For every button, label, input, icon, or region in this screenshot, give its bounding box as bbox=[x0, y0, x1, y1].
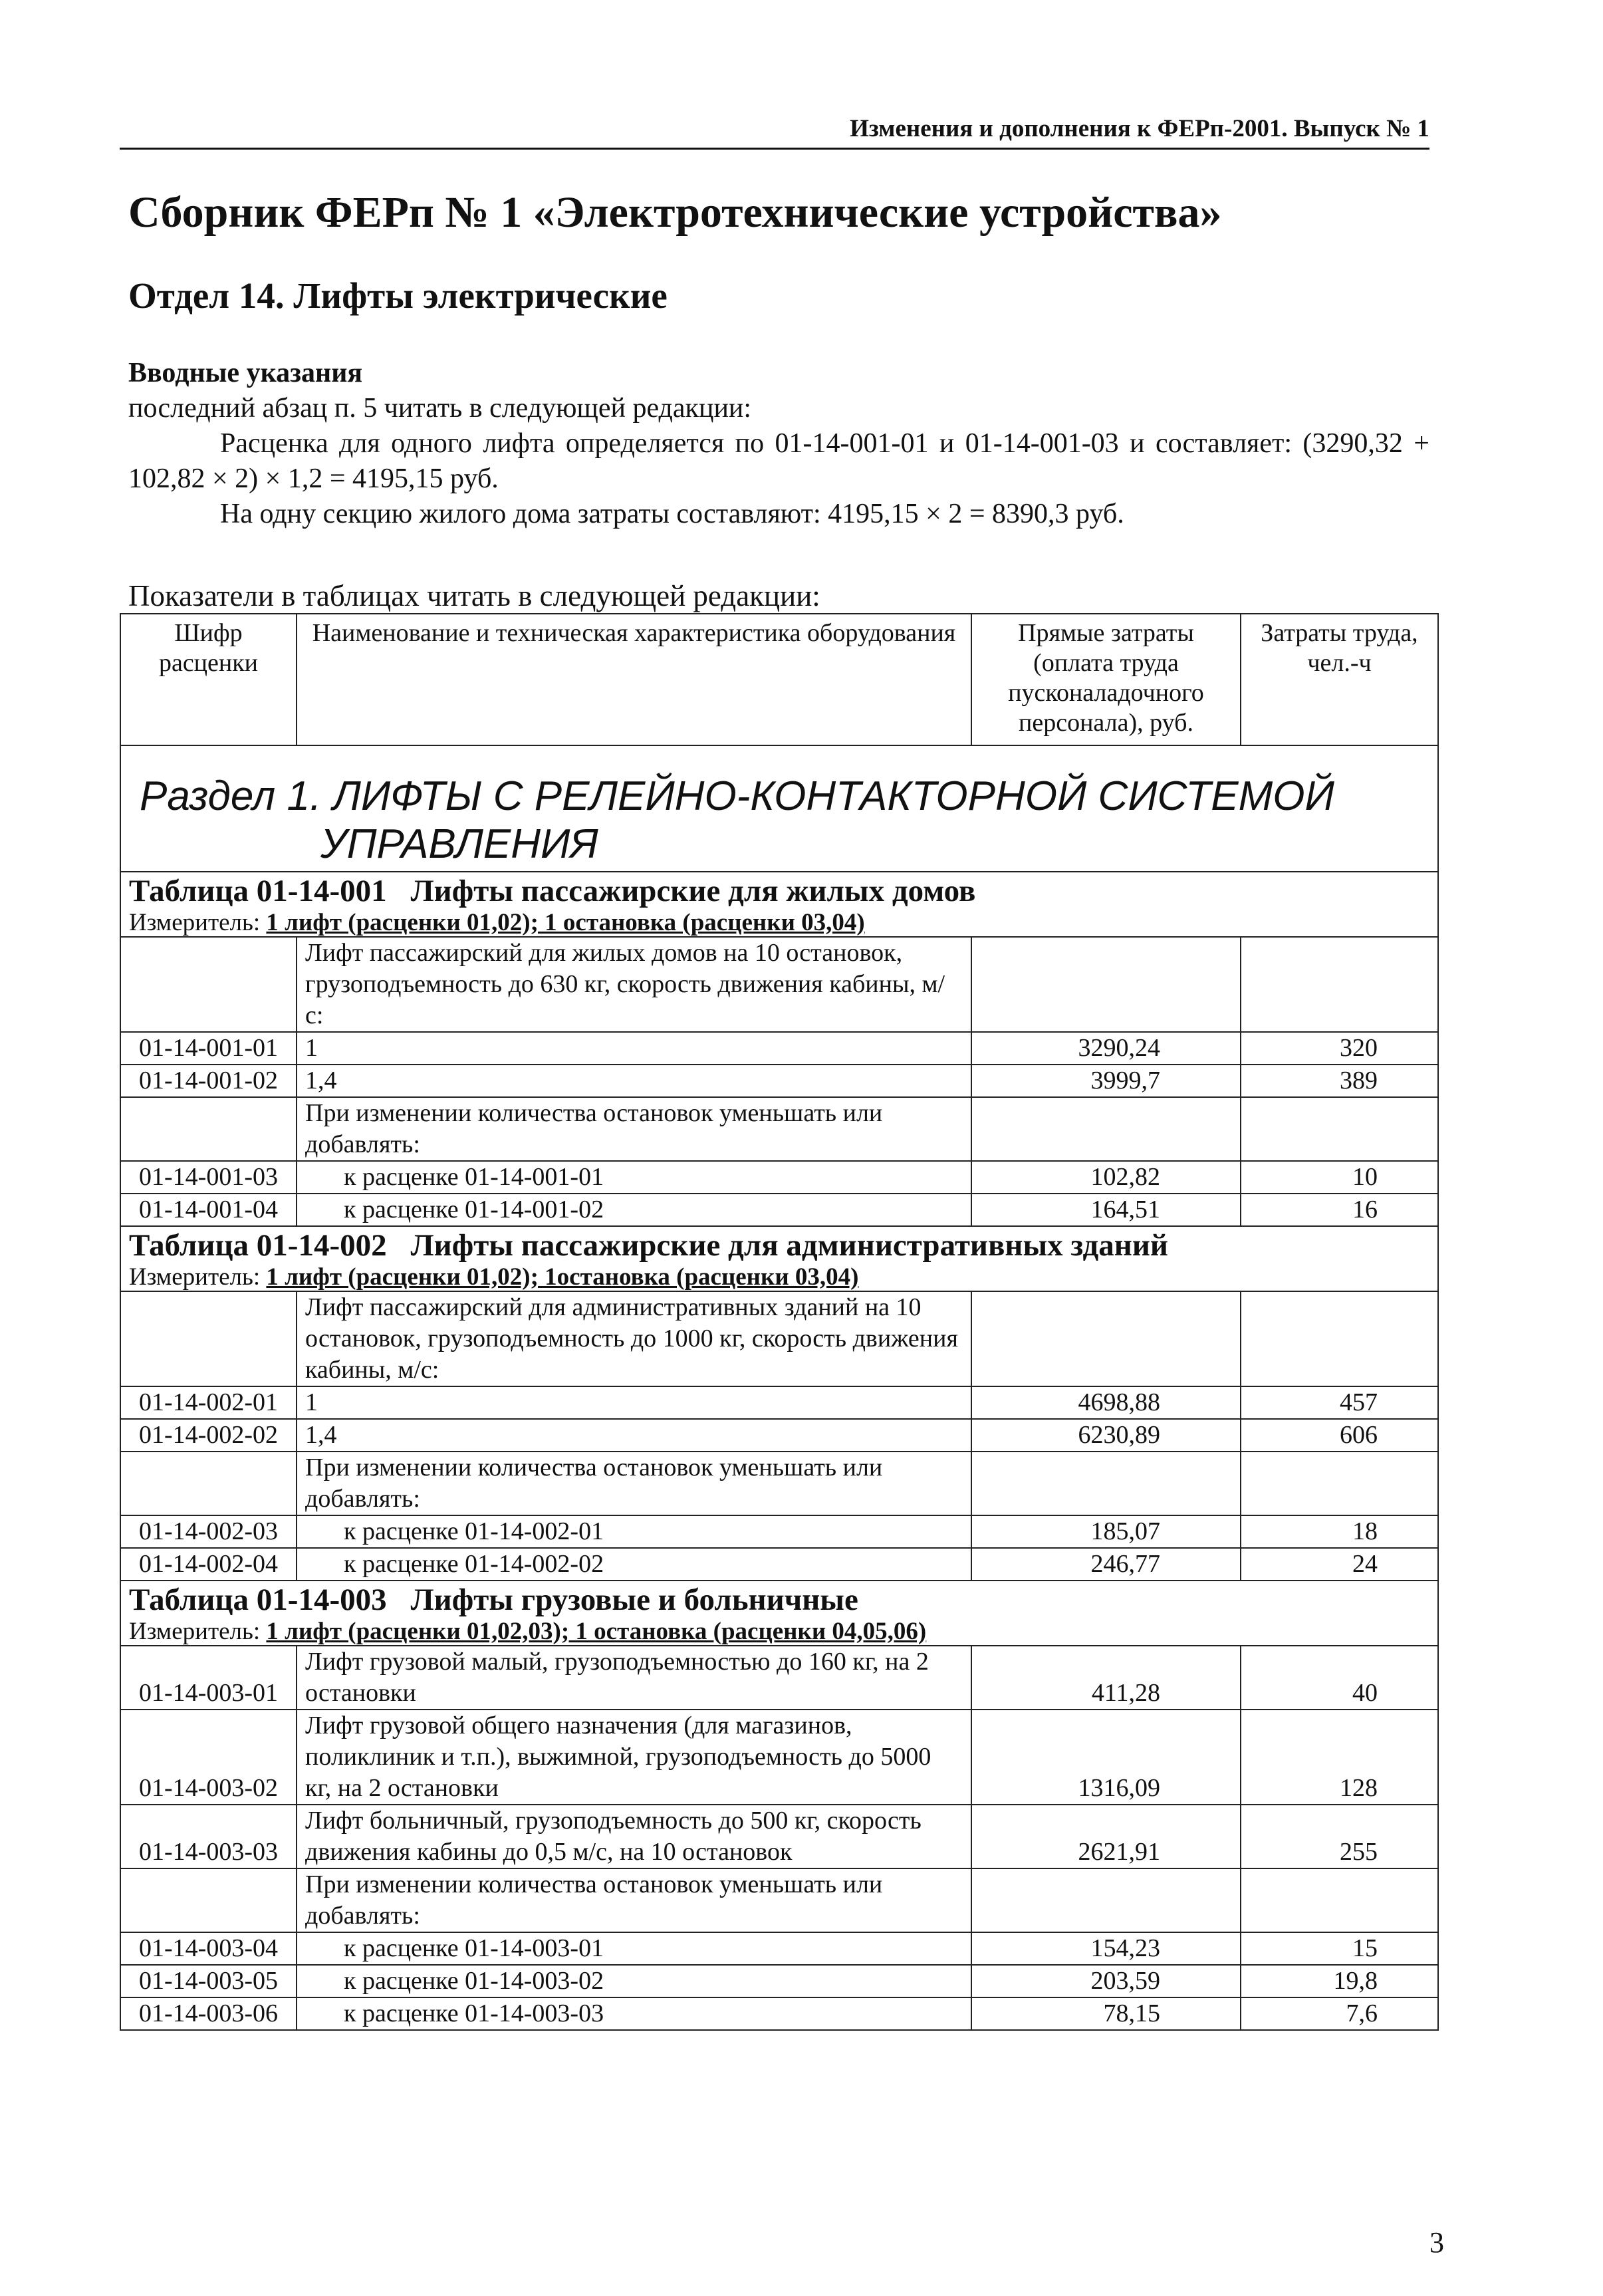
table-measure bbox=[129, 910, 1429, 936]
rate-labor: 7,6 bbox=[1241, 1997, 1438, 2030]
table-row bbox=[120, 1515, 1438, 1548]
rate-code: 01-14-002-04 bbox=[120, 1548, 297, 1581]
rate-labor: 40 bbox=[1241, 1646, 1438, 1710]
rate-code: 01-14-002-03 bbox=[120, 1515, 297, 1548]
table-caption: Показатели в таблицах читать в следующей редакции: bbox=[128, 579, 820, 612]
empty-cell bbox=[971, 937, 1241, 1032]
rate-labor: 18 bbox=[1241, 1515, 1438, 1548]
rate-name: к расценке 01-14-002-01 bbox=[297, 1515, 971, 1548]
column-header-code: Шифр расценки bbox=[120, 614, 297, 745]
table-title bbox=[129, 1227, 1429, 1264]
intro-line: последний абзац п. 5 читать в следующей редакции: bbox=[128, 393, 752, 424]
empty-cell bbox=[120, 937, 297, 1032]
intro-block bbox=[128, 356, 1429, 532]
table-row bbox=[120, 1646, 1438, 1710]
group-header: При изменении количества остановок уменьшать или добавлять: bbox=[297, 1452, 971, 1515]
empty-cell bbox=[1241, 1291, 1438, 1386]
rate-code: 01-14-001-04 bbox=[120, 1194, 297, 1226]
rate-cost: 4698,88 bbox=[971, 1386, 1241, 1419]
rate-code: 01-14-003-01 bbox=[120, 1646, 297, 1710]
rates-table-body bbox=[120, 745, 1438, 2030]
measure-value: 1 лифт (расценки 01,02); 1остановка (расценки 03,04) bbox=[266, 1263, 859, 1291]
group-header: Лифт пассажирский для жилых домов на 10 остановок, грузоподъемность до 630 кг, скорость движения кабины, м/с: bbox=[297, 937, 971, 1032]
group-header: При изменении количества остановок уменьшать или добавлять: bbox=[297, 1097, 971, 1161]
rate-name: 1 bbox=[297, 1032, 971, 1065]
section-title: Отдел 14. Лифты электрические bbox=[128, 275, 668, 316]
razdel-title bbox=[129, 746, 1429, 871]
table-heading-cell bbox=[120, 872, 1438, 937]
column-header-name: Наименование и техническая характеристика оборудования bbox=[297, 614, 971, 745]
table-row bbox=[120, 1997, 1438, 2030]
empty-cell bbox=[1241, 1097, 1438, 1161]
rate-cost: 78,15 bbox=[971, 1997, 1241, 2030]
collection-title: Сборник ФЕРп № 1 «Электротехнические устройства» bbox=[128, 188, 1222, 237]
empty-cell bbox=[120, 1097, 297, 1161]
rate-cost: 3290,24 bbox=[971, 1032, 1241, 1065]
rate-cost: 6230,89 bbox=[971, 1419, 1241, 1452]
rate-cost: 1316,09 bbox=[971, 1710, 1241, 1805]
rate-labor: 606 bbox=[1241, 1419, 1438, 1452]
table-heading-cell bbox=[120, 1581, 1438, 1646]
table-heading-row bbox=[120, 872, 1438, 937]
group-header-row bbox=[120, 1452, 1438, 1515]
empty-cell bbox=[971, 1097, 1241, 1161]
rate-cost: 3999,7 bbox=[971, 1065, 1241, 1097]
empty-cell bbox=[1241, 937, 1438, 1032]
measure-value: 1 лифт (расценки 01,02,03); 1 остановка (расценки 04,05,06) bbox=[266, 1618, 927, 1645]
rate-cost: 411,28 bbox=[971, 1646, 1241, 1710]
rate-name: к расценке 01-14-003-01 bbox=[297, 1932, 971, 1965]
rate-labor: 10 bbox=[1241, 1161, 1438, 1194]
rate-name: к расценке 01-14-003-03 bbox=[297, 1997, 971, 2030]
table-heading-cell bbox=[120, 1226, 1438, 1291]
table-row bbox=[120, 1419, 1438, 1452]
table-number: Таблица 01-14-003 bbox=[129, 1583, 387, 1617]
table-row bbox=[120, 1386, 1438, 1419]
empty-cell bbox=[120, 1868, 297, 1932]
group-header: При изменении количества остановок уменьшать или добавлять: bbox=[297, 1868, 971, 1932]
rate-labor: 255 bbox=[1241, 1805, 1438, 1868]
empty-cell bbox=[120, 1452, 297, 1515]
rate-name: к расценке 01-14-003-02 bbox=[297, 1965, 971, 1997]
rate-cost: 2621,91 bbox=[971, 1805, 1241, 1868]
rate-cost: 246,77 bbox=[971, 1548, 1241, 1581]
table-number: Таблица 01-14-002 bbox=[129, 1228, 387, 1263]
group-header-row bbox=[120, 1868, 1438, 1932]
intro-heading: Вводные указания bbox=[128, 358, 363, 388]
empty-cell bbox=[971, 1868, 1241, 1932]
rate-labor: 389 bbox=[1241, 1065, 1438, 1097]
rate-code: 01-14-003-04 bbox=[120, 1932, 297, 1965]
rate-name: 1,4 bbox=[297, 1065, 971, 1097]
rate-code: 01-14-003-03 bbox=[120, 1805, 297, 1868]
rate-cost: 203,59 bbox=[971, 1965, 1241, 1997]
razdel-prefix: Раздел 1. bbox=[140, 773, 322, 819]
running-header: Изменения и дополнения к ФЕРп-2001. Выпуск № 1 bbox=[850, 115, 1429, 142]
table-title bbox=[129, 1581, 1429, 1618]
rate-name: к расценке 01-14-001-01 bbox=[297, 1161, 971, 1194]
rate-labor: 320 bbox=[1241, 1032, 1438, 1065]
razdel-line-1: ЛИФТЫ С РЕЛЕЙНО-КОНТАКТОРНОЙ СИСТЕМОЙ bbox=[332, 773, 1334, 819]
column-header-cost: Прямые затраты (оплата труда пусконаладочного персонала), руб. bbox=[971, 614, 1241, 745]
rate-labor: 24 bbox=[1241, 1548, 1438, 1581]
table-title bbox=[129, 872, 1429, 910]
rate-name: Лифт грузовой общего назначения (для магазинов, поликлиник и т.п.), выжимной, грузоподъемность до 5000 кг, на 2 остановки bbox=[297, 1710, 971, 1805]
razdel-row bbox=[120, 745, 1438, 872]
rate-labor: 15 bbox=[1241, 1932, 1438, 1965]
empty-cell bbox=[1241, 1452, 1438, 1515]
measure-label: Измеритель: bbox=[129, 909, 261, 936]
rate-labor: 19,8 bbox=[1241, 1965, 1438, 1997]
table-row bbox=[120, 1710, 1438, 1805]
empty-cell bbox=[120, 1291, 297, 1386]
rate-name: к расценке 01-14-002-02 bbox=[297, 1548, 971, 1581]
empty-cell bbox=[971, 1452, 1241, 1515]
rate-labor: 457 bbox=[1241, 1386, 1438, 1419]
rate-name: Лифт грузовой малый, грузоподъемностью до 160 кг, на 2 остановки bbox=[297, 1646, 971, 1710]
rate-labor: 16 bbox=[1241, 1194, 1438, 1226]
rate-name: Лифт больничный, грузоподъемность до 500 кг, скорость движения кабины до 0,5 м/с, на 10 остановок bbox=[297, 1805, 971, 1868]
rate-code: 01-14-001-01 bbox=[120, 1032, 297, 1065]
rate-code: 01-14-001-02 bbox=[120, 1065, 297, 1097]
measure-label: Измеритель: bbox=[129, 1263, 261, 1291]
table-row bbox=[120, 1932, 1438, 1965]
measure-label: Измеритель: bbox=[129, 1618, 261, 1645]
group-header-row bbox=[120, 937, 1438, 1032]
column-header-labor: Затраты труда, чел.-ч bbox=[1241, 614, 1438, 745]
razdel-line-2: УПРАВЛЕНИЯ bbox=[320, 821, 598, 867]
rate-name: к расценке 01-14-001-02 bbox=[297, 1194, 971, 1226]
table-row bbox=[120, 1548, 1438, 1581]
rate-labor: 128 bbox=[1241, 1710, 1438, 1805]
table-row bbox=[120, 1032, 1438, 1065]
empty-cell bbox=[971, 1291, 1241, 1386]
table-measure bbox=[129, 1264, 1429, 1291]
table-row bbox=[120, 1805, 1438, 1868]
intro-paragraph-2: На одну секцию жилого дома затраты составляют: 4195,15 × 2 = 8390,3 руб. bbox=[220, 499, 1124, 529]
measure-value: 1 лифт (расценки 01,02); 1 остановка (расценки 03,04) bbox=[266, 909, 865, 936]
rate-code: 01-14-002-01 bbox=[120, 1386, 297, 1419]
rate-code: 01-14-003-05 bbox=[120, 1965, 297, 1997]
table-name: Лифты пассажирские для жилых домов bbox=[410, 874, 976, 908]
empty-cell bbox=[1241, 1868, 1438, 1932]
razdel-cell bbox=[120, 745, 1438, 872]
header-rule bbox=[120, 148, 1429, 150]
table-heading-row bbox=[120, 1581, 1438, 1646]
table-row bbox=[120, 1194, 1438, 1226]
table-row bbox=[120, 1161, 1438, 1194]
rate-name: 1,4 bbox=[297, 1419, 971, 1452]
table-measure bbox=[129, 1618, 1429, 1645]
rates-table bbox=[120, 613, 1439, 2031]
table-name: Лифты пассажирские для административных зданий bbox=[410, 1228, 1168, 1263]
table-name: Лифты грузовые и больничные bbox=[410, 1583, 858, 1617]
page-number: 3 bbox=[1429, 2226, 1444, 2259]
rate-code: 01-14-001-03 bbox=[120, 1161, 297, 1194]
group-header-row bbox=[120, 1291, 1438, 1386]
table-row bbox=[120, 1065, 1438, 1097]
table-row bbox=[120, 1965, 1438, 1997]
rate-cost: 164,51 bbox=[971, 1194, 1241, 1226]
table-heading-row bbox=[120, 1226, 1438, 1291]
group-header: Лифт пассажирский для административных зданий на 10 остановок, грузоподъемность до 1000 кг, скорость движения кабины, м/с: bbox=[297, 1291, 971, 1386]
table-header-row bbox=[120, 614, 1438, 745]
table-number: Таблица 01-14-001 bbox=[129, 874, 387, 908]
intro-paragraph-1: Расценка для одного лифта определяется по 01-14-001-01 и 01-14-001-03 и составляет: (3290,32 + 102,82 × 2) × 1,2 = 4195,15 руб. bbox=[128, 428, 1429, 494]
rate-cost: 154,23 bbox=[971, 1932, 1241, 1965]
rate-code: 01-14-002-02 bbox=[120, 1419, 297, 1452]
rate-cost: 185,07 bbox=[971, 1515, 1241, 1548]
rate-name: 1 bbox=[297, 1386, 971, 1419]
rate-code: 01-14-003-06 bbox=[120, 1997, 297, 2030]
rate-cost: 102,82 bbox=[971, 1161, 1241, 1194]
rate-code: 01-14-003-02 bbox=[120, 1710, 297, 1805]
group-header-row bbox=[120, 1097, 1438, 1161]
